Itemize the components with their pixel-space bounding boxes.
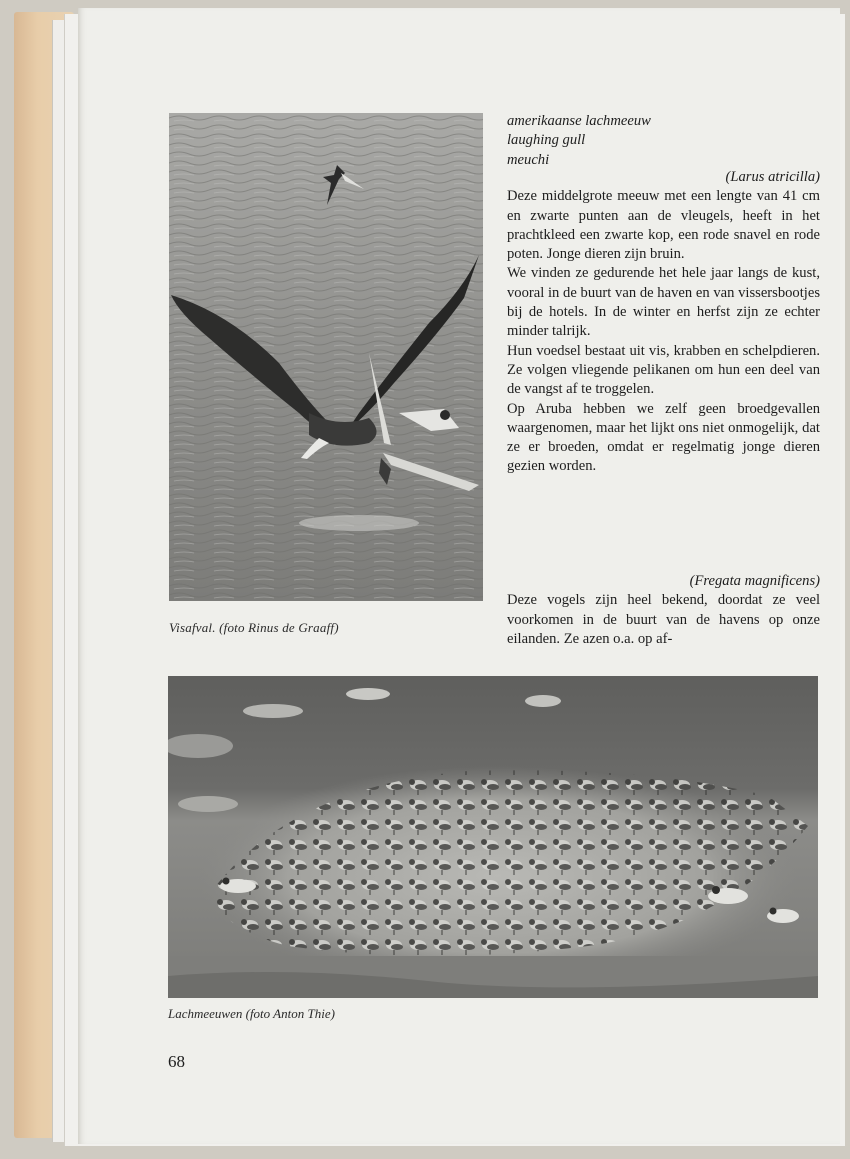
common-name-papiamento: meuchi [507, 151, 550, 168]
species-common-names [507, 112, 820, 170]
photo-caption-top: Visafval. (foto Rinus de Graaff) [169, 620, 339, 635]
species-2-section [507, 572, 820, 649]
page-number: 68 [168, 1052, 185, 1071]
body-paragraph: We vinden ze gedurende het hele jaar langs de kust, vooral in de buurt van de haven en van vissersbootjes bij de hotels. In de winter en herfst zijn ze echter minder talrijk. [507, 265, 820, 340]
species-1-section [507, 168, 820, 477]
scientific-name: (Larus atricilla) [725, 169, 820, 185]
body-paragraph: Deze middelgrote meeuw met een lengte van 41 cm en zwarte punten aan de vleugels, heeft in het prachtkleed een zwarte kop, een rode snavel en rode poten. Jonge dieren zijn bruin. [507, 188, 820, 263]
photo-laughing-gulls [168, 676, 818, 998]
body-paragraph: Hun voedsel bestaat uit vis, krabben en schelpdieren. Ze volgen vliegende pelikanen om hun een deel van de vangst af te troggelen. [507, 342, 820, 398]
scientific-name: (Fregata magnificens) [689, 573, 820, 589]
common-name-dutch: amerikaanse lachmeeuw [507, 113, 651, 129]
photo-pelican-gulls [169, 113, 483, 601]
common-name-english: laughing gull [507, 132, 586, 149]
body-paragraph: Deze vogels zijn heel bekend, doordat ze veel voorkomen in de buurt van de havens op onze eilanden. Ze azen o.a. op af- [507, 592, 820, 647]
photo-caption-bottom: Lachmeeuwen (foto Anton Thie) [168, 1006, 335, 1021]
body-paragraph: Op Aruba hebben we zelf geen broedgevallen waargenomen, maar het lijkt ons niet onmogelijk, dat ze er broeden, omdat er regelmatig jonge dieren gezien worden. [507, 400, 820, 475]
